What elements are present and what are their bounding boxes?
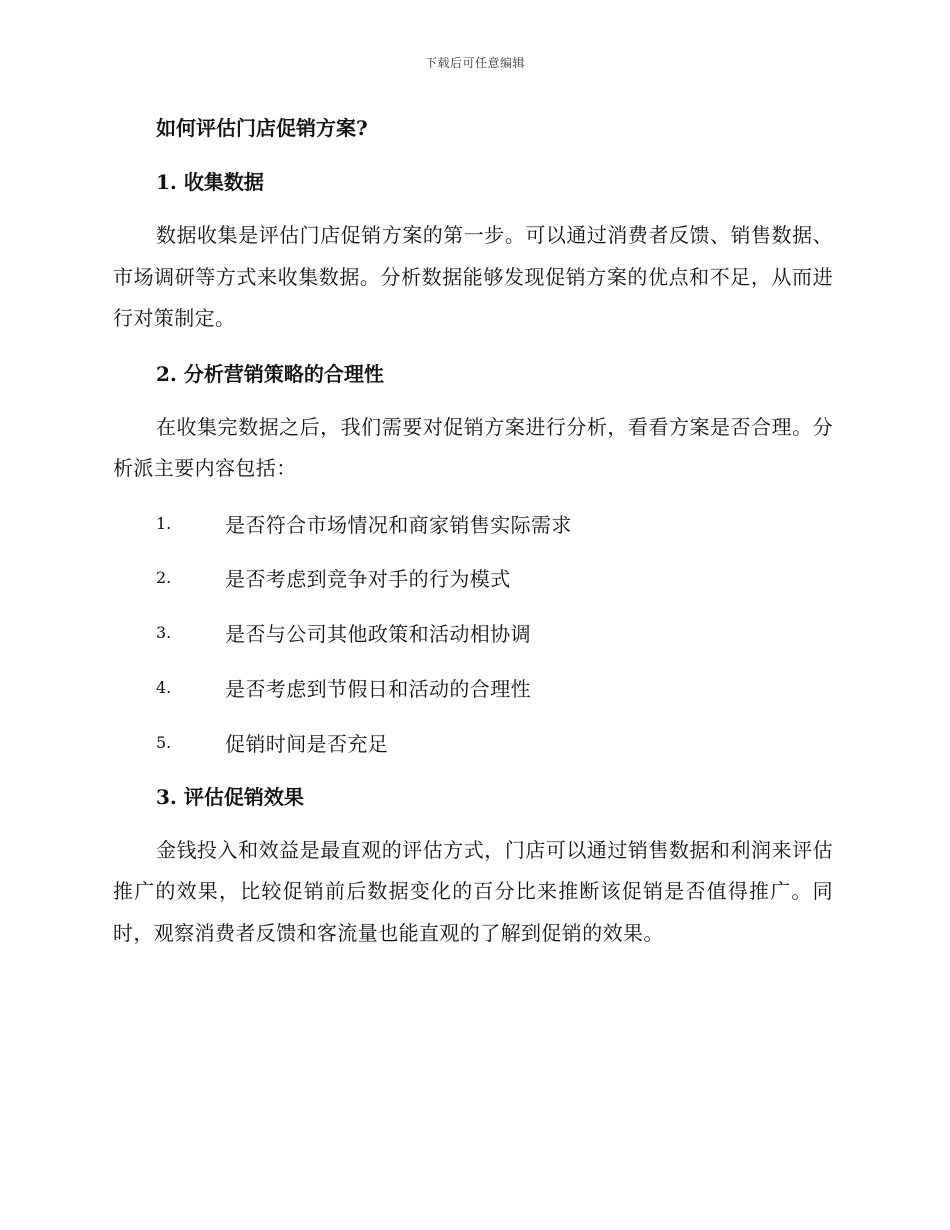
list-item-text: 是否符合市场情况和商家销售实际需求 xyxy=(225,512,572,537)
list-item-number: 3. xyxy=(156,623,172,643)
list-item-text: 是否考虑到节假日和活动的合理性 xyxy=(225,676,531,701)
section-heading-1: 1. 收集数据 xyxy=(156,170,264,194)
list-item-text: 促销时间是否充足 xyxy=(225,731,389,756)
section-heading-2: 2. 分析营销策略的合理性 xyxy=(156,361,384,386)
list-item-text: 是否考虑到竞争对手的行为模式 xyxy=(225,567,511,592)
list-item-number: 5. xyxy=(156,732,172,752)
list-item-number: 4. xyxy=(156,677,172,697)
criteria-list xyxy=(113,503,833,763)
section-paragraph-3: 金钱投入和效益是最直观的评估方式，门店可以通过销售数据和利润来评估推广的效果，比较促销前后数据变化的百分比来推断该促销是否值得推广。同时，观察消费者反馈和客流量也能直观的了解到促销的效果。 xyxy=(113,837,833,945)
list-item-number: 1. xyxy=(156,513,172,533)
section-paragraph-2: 在收集完数据之后，我们需要对促销方案进行分析，看看方案是否合理。分析派主要内容包括： xyxy=(113,414,833,480)
list-item xyxy=(113,667,833,709)
document-title: 如何评估门店促销方案? xyxy=(156,116,368,140)
section-heading-3: 3. 评估促销效果 xyxy=(156,784,304,809)
list-item xyxy=(113,503,833,545)
section-paragraph-1: 数据收集是评估门店促销方案的第一步。可以通过消费者反馈、销售数据、市场调研等方式来收集数据。分析数据能够发现促销方案的优点和不足，从而进行对策制定。 xyxy=(113,223,833,330)
list-item-number: 2. xyxy=(156,568,172,588)
document-body xyxy=(113,108,833,954)
list-item xyxy=(113,721,833,763)
list-item xyxy=(113,612,833,654)
list-item xyxy=(113,557,833,599)
header-note: 下载后可任意编辑 xyxy=(424,56,525,70)
list-item-text: 是否与公司其他政策和活动相协调 xyxy=(225,622,531,647)
